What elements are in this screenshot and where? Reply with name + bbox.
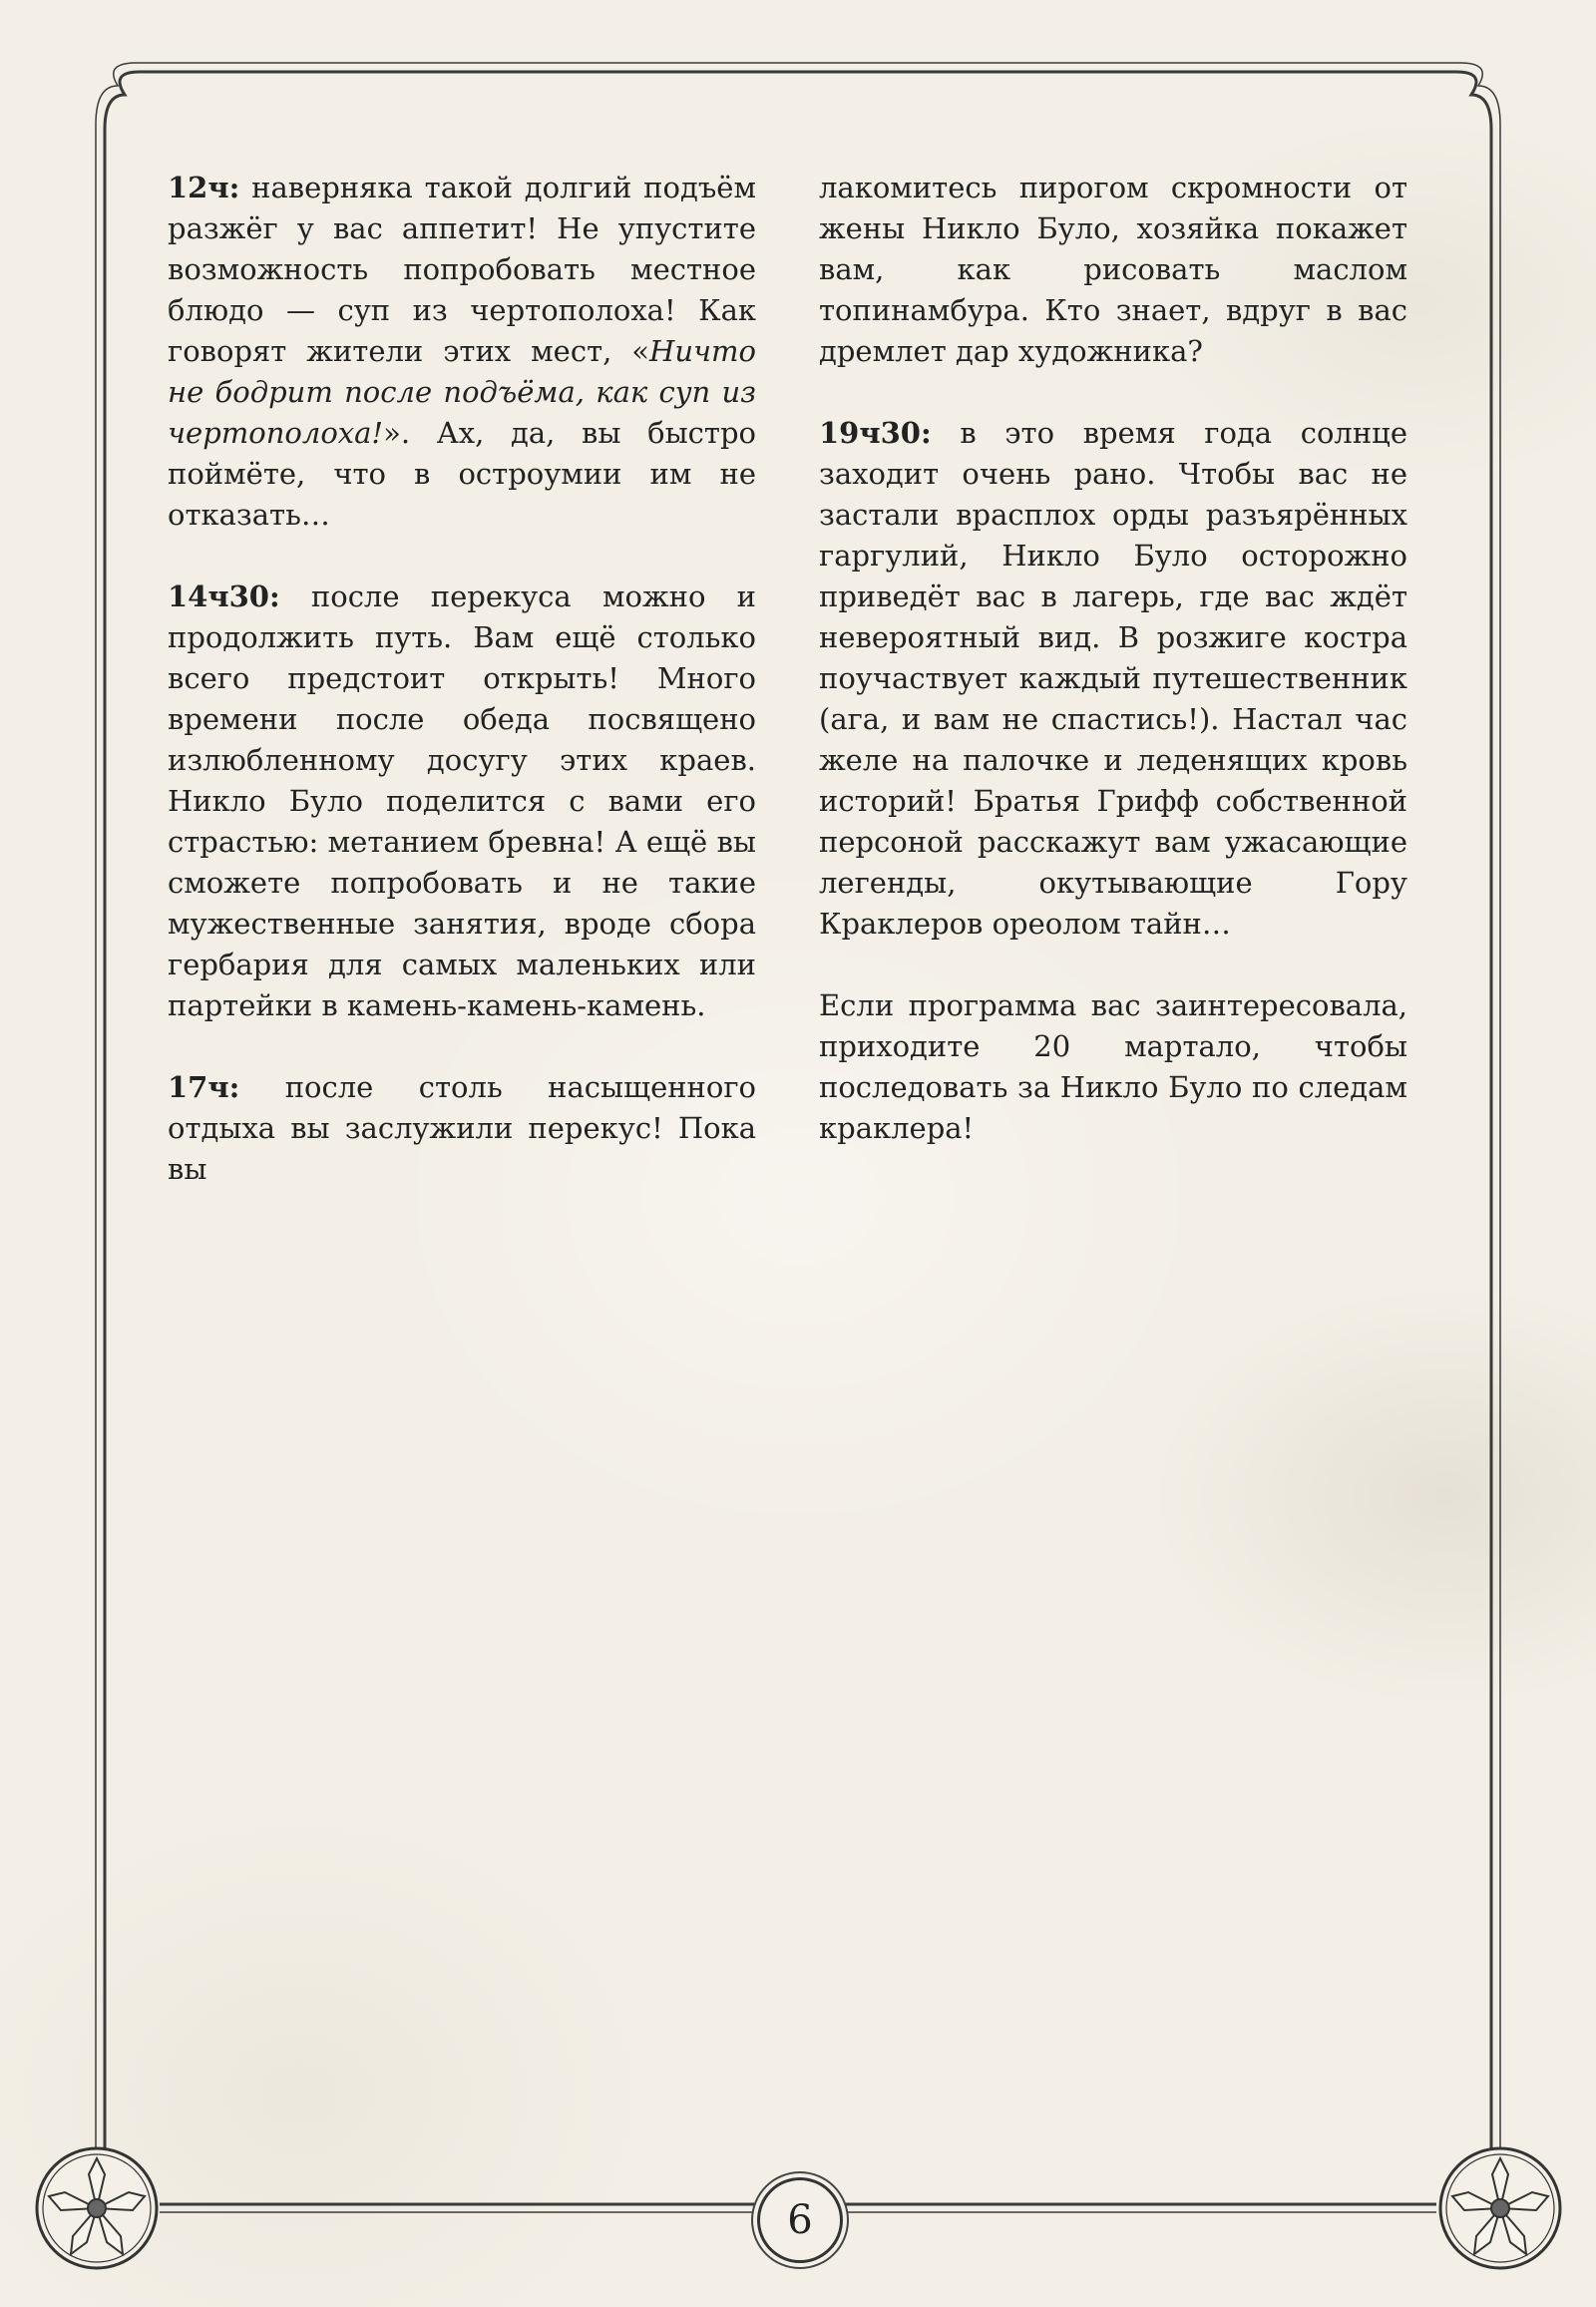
paragraph-text: после столь насыщенного отдыха вы заслужили перекус! Пока вы — [168, 1070, 756, 1186]
paragraph-text: наверняка такой долгий подъём разжёг у вас аппетит! Не упустите возможность попробовать местное блюдо — суп из чертополоха! Как говорят жители этих мест, « — [168, 171, 756, 368]
quote-text: Ничто не бодрит после подъёма, как суп из чертополоха! — [168, 334, 756, 450]
paragraph-14h30 — [168, 577, 756, 1026]
paragraph-text: в это время года солнце заходит очень рано. Чтобы вас не застали врасплох орды разъярённых гаргулий, Никло Було осторожно приведёт вас в лагерь, где вас ждёт невероятный вид. В розжиге костра поучаствует каждый путешественник (ага, и вам не спастись!). Настал час желе на палочке и леденящих кровь историй! Братья Грифф собственной персоной расскажут вам ужасающие легенды, окутывающие Гору Краклеров ореолом тайн… — [819, 416, 1407, 941]
time-label: 19ч30: — [819, 416, 932, 450]
paragraph-text: лакомитесь пирогом скромности от жены Никло Було, хозяйка покажет вам, как рисовать маслом топинамбура. Кто знает, вдруг в вас дремлет дар художника? — [819, 171, 1407, 368]
paragraph-17h — [168, 1067, 756, 1190]
right-column — [819, 168, 1407, 1190]
left-column — [168, 168, 756, 1231]
flower-icon — [1436, 2144, 1564, 2272]
paragraph-text: ». Ах, да, вы быстро поймёте, что в остроумии им не отказать… — [168, 416, 756, 532]
time-label: 14ч30: — [168, 579, 280, 613]
paragraph-19h30 — [819, 413, 1407, 945]
flower-icon — [33, 2144, 161, 2272]
page-number: 6 — [757, 2177, 843, 2263]
paragraph-closing — [819, 985, 1407, 1149]
time-label: 12ч: — [168, 171, 240, 204]
paragraph-text: после перекуса можно и продолжить путь. Вам ещё столько всего предстоит открыть! Много времени после обеда посвящено излюбленному досугу этих краев. Никло Було поделится с вами его страстью: метанием бревна! А ещё вы сможете попробовать и не такие мужественные занятия, вроде сбора гербария для самых маленьких или партейки в камень-камень-камень. — [168, 579, 756, 1022]
paragraph-text: Если программа вас заинтересовала, приходите 20 мартало, чтобы последовать за Никло Було по следам краклера! — [819, 988, 1407, 1145]
time-label: 17ч: — [168, 1070, 240, 1104]
paragraph-continued — [819, 168, 1407, 372]
paragraph-12h — [168, 168, 756, 536]
